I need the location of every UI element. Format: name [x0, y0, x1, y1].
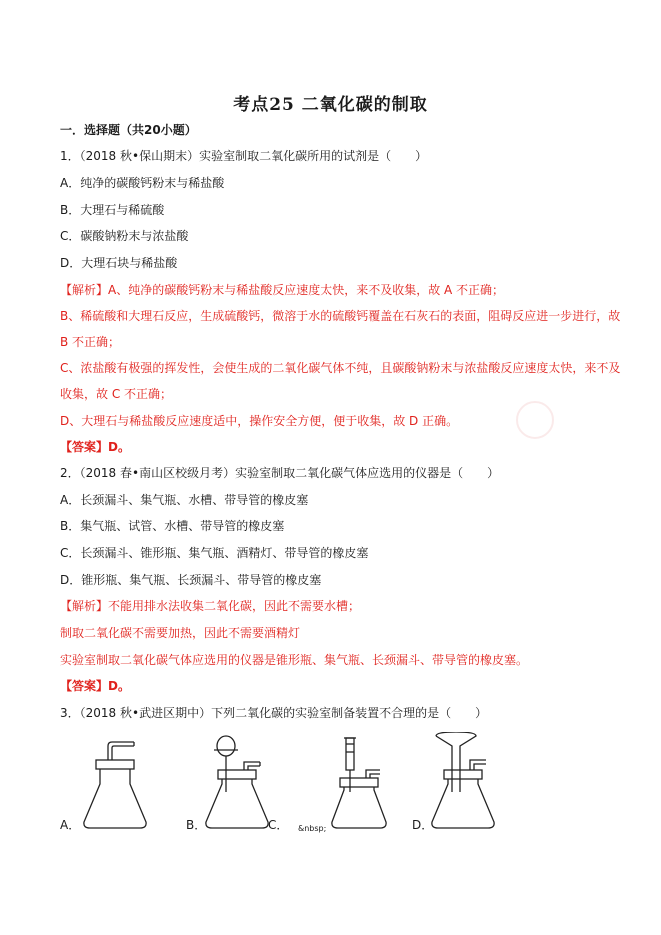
option-d-label: D．: [412, 818, 434, 832]
question-2-stem: 2．（2018 春•南山区校级月考）实验室制取二氧化碳气体应选用的仪器是（ ）: [60, 466, 500, 480]
question-1-analysis-line: C、浓盐酸有极强的挥发性，会使生成的二氧化碳气体不纯，且碳酸钠粉末与浓盐酸反应速度太快，来不及: [60, 361, 621, 375]
question-2-option-c: C．长颈漏斗、锥形瓶、集气瓶、酒精灯、带导管的橡皮塞: [60, 546, 369, 560]
question-1-stem: 1．（2018 秋•保山期末）实验室制取二氧化碳所用的试剂是（ ）: [60, 149, 428, 163]
option-c-label: C．: [268, 818, 289, 832]
apparatus-d-figure: [426, 732, 506, 832]
question-3-stem: 3．（2018 秋•武进区期中）下列二氧化碳的实验室制备装置不合理的是（ ）: [60, 706, 488, 720]
question-1-analysis-line: B、稀硫酸和大理石反应，生成硫酸钙，微溶于水的硫酸钙覆盖在石灰石的表面，阻碍反应进一步进行，故: [60, 309, 621, 323]
option-a-label: A．: [60, 818, 81, 832]
question-1-option-c: C．碳酸钠粉末与浓盐酸: [60, 229, 189, 243]
question-2-option-b: B．集气瓶、试管、水槽、带导管的橡皮塞: [60, 519, 285, 533]
question-1-answer: 【答案】D。: [60, 440, 130, 454]
page-title: 考点25 二氧化碳的制取: [233, 95, 428, 115]
question-2-analysis-line: 实验室制取二氧化碳气体应选用的仪器是锥形瓶、集气瓶、长颈漏斗、带导管的橡皮塞。: [60, 653, 529, 667]
question-1-analysis-line: 【解析】A、纯净的碳酸钙粉末与稀盐酸反应速度太快，来不及收集，故 A 不正确；: [60, 283, 505, 297]
question-2-option-a: A．长颈漏斗、集气瓶、水槽、带导管的橡皮塞: [60, 493, 309, 507]
question-1-option-a: A．纯净的碳酸钙粉末与稀盐酸: [60, 176, 225, 190]
question-1-analysis-line: 收集，故 C 不正确；: [60, 387, 173, 401]
question-2-analysis-line: 【解析】不能用排水法收集二氧化碳，因此不需要水槽；: [60, 599, 361, 613]
apparatus-a-figure: [78, 732, 158, 832]
section-header: 一．选择题（共20小题）: [60, 123, 197, 137]
watermark-logo: [500, 400, 570, 440]
apparatus-c-figure: [330, 732, 410, 832]
question-1-option-d: D．大理石块与稀盐酸: [60, 256, 178, 270]
option-b-label: B．: [186, 818, 207, 832]
question-1-analysis-line: D、大理石与稀盐酸反应速度适中，操作安全方便，便于收集，故 D 正确。: [60, 414, 459, 428]
question-1-option-b: B．大理石与稀硫酸: [60, 203, 165, 217]
question-2-analysis-line: 制取二氧化碳不需要加热，因此不需要酒精灯: [60, 626, 301, 640]
stray-nbsp-text: &nbsp;: [298, 824, 327, 833]
question-2-answer: 【答案】D。: [60, 679, 130, 693]
question-2-option-d: D．锥形瓶、集气瓶、长颈漏斗、带导管的橡皮塞: [60, 573, 322, 587]
question-1-analysis-line: B 不正确；: [60, 335, 121, 349]
